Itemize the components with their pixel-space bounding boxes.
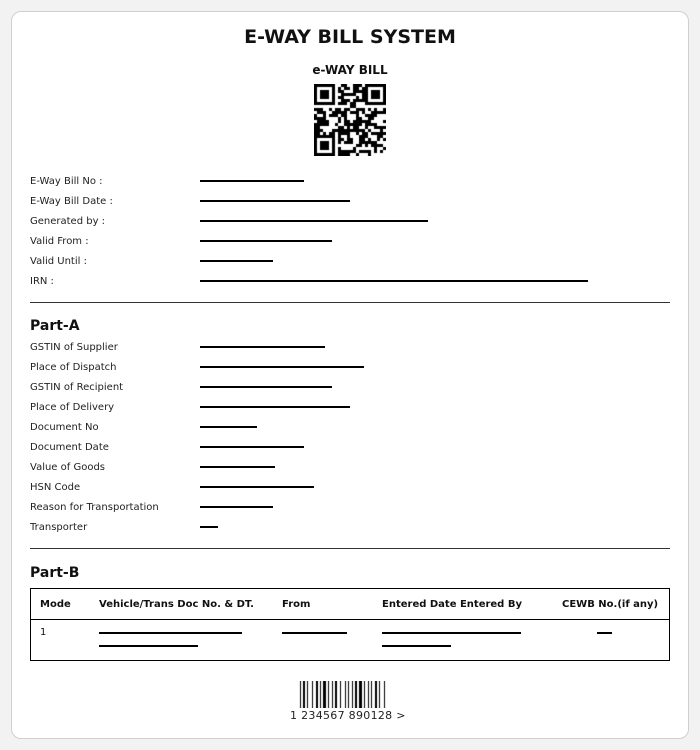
- field-label: Document No: [30, 422, 99, 433]
- field-value-redacted: [200, 486, 314, 488]
- field-value-redacted: [200, 466, 275, 468]
- field-label: Place of Dispatch: [30, 362, 117, 373]
- field-label: Valid From :: [30, 236, 89, 247]
- field-value-redacted: [200, 220, 428, 222]
- field-value-redacted: [200, 346, 325, 348]
- field-value-redacted: [200, 180, 304, 182]
- divider: [30, 302, 670, 303]
- field-value-redacted: [200, 200, 350, 202]
- field-label: HSN Code: [30, 482, 81, 493]
- field-value-redacted: [200, 260, 273, 262]
- barcode-number: 1 234567 890128 >: [290, 709, 406, 722]
- entered-cell: [373, 620, 553, 661]
- field-label: Place of Delivery: [30, 402, 115, 413]
- field-label: Transporter: [30, 522, 88, 533]
- field-value-redacted: [200, 366, 364, 368]
- cewb-cell: [553, 620, 670, 661]
- table-header-row: [31, 589, 670, 620]
- from-cell: [273, 620, 373, 661]
- column-header: Vehicle/Trans Doc No. & DT.: [90, 589, 273, 620]
- field-value-redacted: [200, 506, 273, 508]
- field-value-redacted: [200, 406, 350, 408]
- field-label: IRN :: [30, 276, 54, 287]
- document-subtitle: e-WAY BILL: [312, 63, 388, 77]
- field-label: GSTIN of Recipient: [30, 382, 124, 393]
- field-value-redacted: [200, 426, 257, 428]
- table-row: [31, 620, 670, 661]
- field-label: GSTIN of Supplier: [30, 342, 118, 353]
- column-header: Entered Date Entered By: [373, 589, 553, 620]
- column-header: CEWB No.(if any): [553, 589, 670, 620]
- field-label: Reason for Transportation: [30, 502, 159, 513]
- field-label: Value of Goods: [30, 462, 105, 473]
- field-label: Generated by :: [30, 216, 106, 227]
- column-header: Mode: [31, 589, 91, 620]
- divider: [30, 548, 670, 549]
- field-value-redacted: [200, 240, 332, 242]
- part-b-table: [30, 588, 670, 661]
- barcode-icon: [299, 681, 397, 708]
- mode-cell: 1: [40, 627, 47, 638]
- field-value-redacted: [200, 386, 332, 388]
- field-label: E-Way Bill Date :: [30, 196, 113, 207]
- field-label: Document Date: [30, 442, 109, 453]
- field-label: E-Way Bill No :: [30, 176, 103, 187]
- part-a-heading: Part-A: [30, 318, 80, 334]
- column-header: From: [273, 589, 373, 620]
- vehicle-doc-cell: [90, 620, 273, 661]
- page-title: E-WAY BILL SYSTEM: [244, 26, 456, 48]
- field-value-redacted: [200, 526, 218, 528]
- qr-code-icon: [314, 84, 386, 156]
- field-label: Valid Until :: [30, 256, 87, 267]
- part-b-heading: Part-B: [30, 565, 80, 581]
- field-value-redacted: [200, 280, 588, 282]
- field-value-redacted: [200, 446, 304, 448]
